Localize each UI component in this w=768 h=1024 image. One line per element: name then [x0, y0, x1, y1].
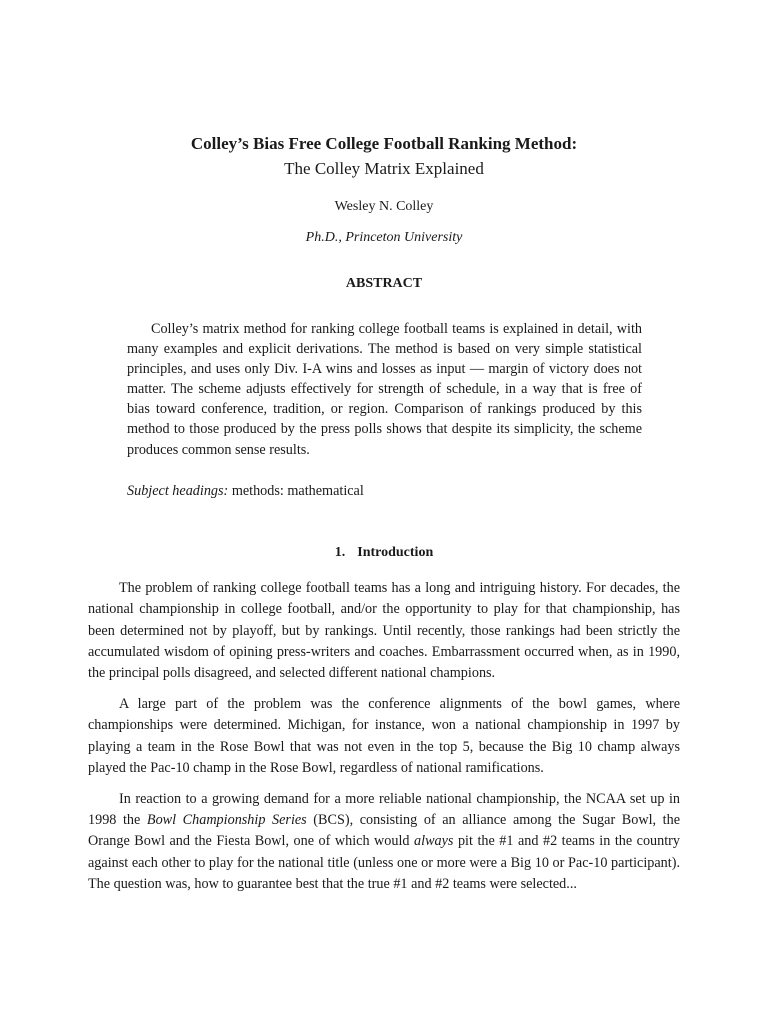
paragraph-3-emphasis-bcs: Bowl Championship Series	[146, 811, 307, 828]
subject-headings	[127, 481, 642, 501]
subject-headings-label: Subject headings:	[127, 483, 229, 499]
paragraph-3-text-c: pit the #1 and #2 teams in the country against each other to play for the national title (unless one or more were a Big 10 or Pac-10 participant). The question was, how to guarantee best that the true #1 and #2 teams were selected...	[88, 833, 681, 892]
paper-subtitle: The Colley Matrix Explained	[284, 159, 484, 178]
section-title: Introduction	[357, 545, 434, 560]
body-paragraph-1: The problem of ranking college football teams has a long and intriguing history. For decades, the national championship in college football, and/or the opportunity to play for that championship, has been determined not by playoff, but by rankings. Until recently, those rankings had been strictly the accumulated wisdom of opining press-writers and coaches. Embarrassment occurred when, as in 1990, the principal polls disagreed, and selected different national champions.	[88, 580, 680, 682]
abstract-text: Colley’s matrix method for ranking college football teams is explained in detail, with many examples and explicit derivations. The method is based on very simple statistical principles, and uses only Div. I-A wins and losses as input — margin of victory does not matter. The scheme adjusts effectively for strength of schedule, in a way that is free of bias toward conference, tradition, or region. Comparison of rankings produced by this method to those produced by the press polls shows that despite its simplicity, the scheme produces common sense results.	[127, 321, 642, 458]
paragraph-3-text-b: (BCS), consisting of an alliance among the Sugar Bowl, the Orange Bowl and the Fiesta Bowl, one of which would	[88, 811, 680, 850]
body-paragraph-2: A large part of the problem was the conference alignments of the bowl games, where championships were determined. Michigan, for instance, won a national championship in 1997 by playing a team in the Rose Bowl that was not even in the top 5, because the Big 10 champ always played the Pac-10 champ in the Rose Bowl, regardless of national ramifications.	[88, 695, 680, 776]
paper-title: Colley’s Bias Free College Football Ranking Method:	[190, 134, 578, 153]
paragraph-3-emphasis-always: always	[414, 833, 454, 850]
section-heading-introduction	[0, 544, 768, 562]
author-name: Wesley N. Colley	[334, 199, 434, 214]
subject-headings-value: methods: mathematical	[231, 483, 364, 499]
section-number: 1.	[334, 545, 346, 560]
body-paragraph-3	[88, 789, 680, 895]
abstract-heading: ABSTRACT	[345, 276, 423, 291]
author-affiliation: Ph.D., Princeton University	[305, 230, 463, 245]
paragraph-3-text-a: In reaction to a growing demand for a more reliable national championship, the NCAA set up in 1998 the	[88, 790, 680, 828]
introduction-body	[88, 578, 680, 905]
